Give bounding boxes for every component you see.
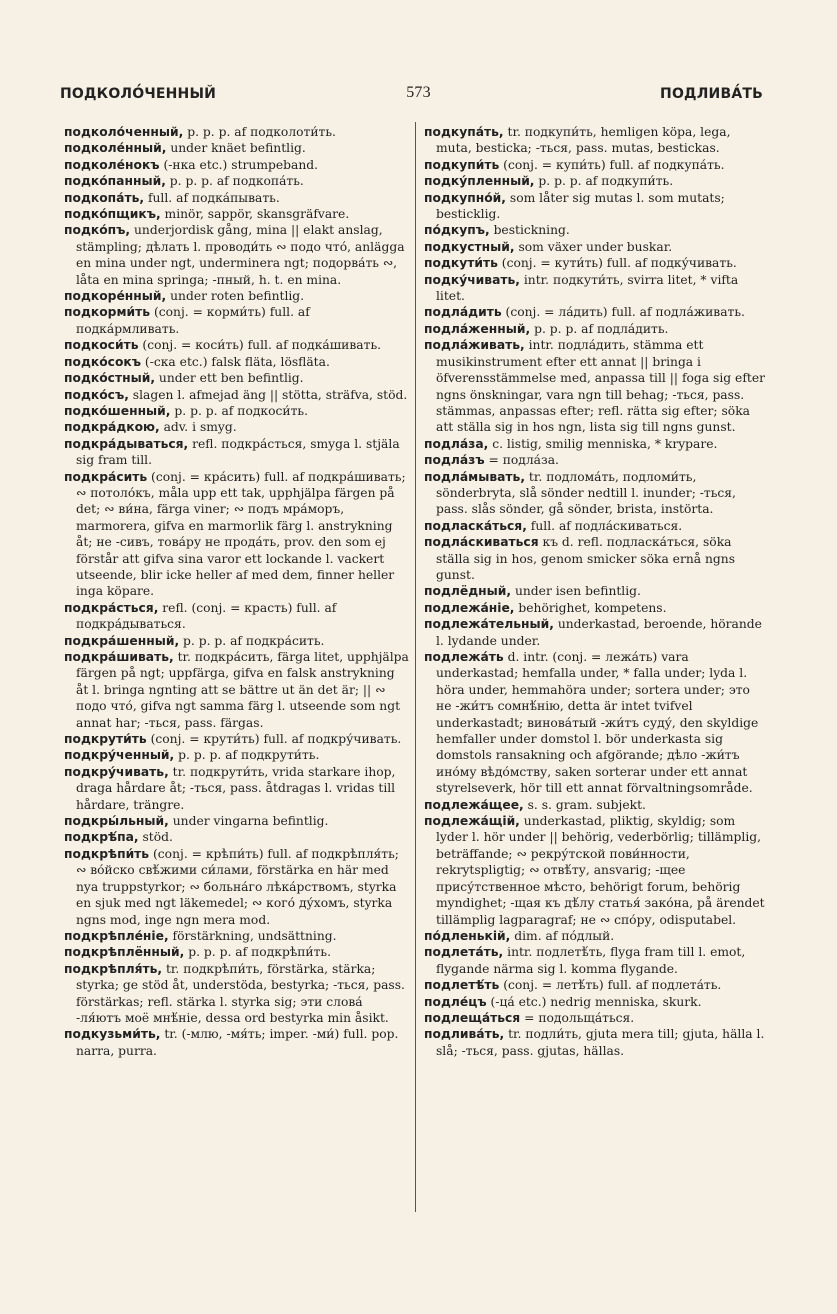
entry-headword: подко́съ, (64, 387, 129, 402)
entry-definition: s. s. gram. subjekt. (523, 797, 646, 812)
entry-definition: c. listig, smilig menniska, * krypare. (488, 436, 718, 451)
entry-headword: подколо́ченный, (64, 125, 184, 139)
entry-definition: intr. подлетѣ́ть, flyga fram till l. emot, flygande närma sig l. komma flygande. (436, 945, 746, 976)
dictionary-entry (64, 403, 409, 419)
entry-definition: (conj. = корми́ть) full. af подка́рмливать. (76, 305, 310, 336)
dictionary-entry (424, 304, 766, 320)
dictionary-entry (424, 469, 766, 518)
entry-headword: подлетѣ́ть (424, 978, 500, 993)
entry-headword: подкупи́ть (424, 157, 500, 172)
entry-definition: bestickning. (489, 223, 570, 238)
entry-definition: behörighet, kompetens. (514, 600, 667, 615)
entry-definition: tr. подкрѣпи́ть, förstärka, stärka; styrka; ge stöd åt, understöda, bestyrka; -ться, pass. förstärkas; refl. stärka l. styrka sig; эти слова́ -ля́ютъ моё мнѣ́ніе, dessa ord bestyrka min åsikt. (76, 961, 405, 1025)
entry-headword: подко́панный, (64, 174, 166, 189)
entry-headword: подла́скиваться (424, 535, 539, 550)
dictionary-entry (64, 288, 409, 304)
dictionary-entry (424, 534, 766, 583)
entry-definition: (conj. = летѣ́ть) full. af подлета́ть. (499, 978, 722, 993)
entry-definition: underkastad, pliktig, skyldig; som lyder l. hör under || behörig, vederbörlig; tillämplig, beträffande; ∾ рекру́тской пови́нности, rekrytspligtig; ∾ отвѣ́ту, ansvarig; -щее прису́тственное мѣсто, behörigt forum, behörig myndighet; -щая къ дѣ́лу статья́ зако́на, på ärendet tillämplig lagparagraf; не ∾ спо́ру, odisputabel. (436, 814, 765, 927)
dictionary-entry (424, 239, 766, 255)
dictionary-entry (64, 961, 409, 1027)
entry-definition: underkastad, beroende, hörande l. lydande under. (436, 617, 762, 648)
entry-definition: = подла́за. (484, 453, 559, 468)
dictionary-entry (64, 747, 409, 763)
dictionary-entry (424, 321, 766, 337)
dictionary-entry (64, 337, 409, 353)
entry-definition: under roten befintlig. (166, 289, 305, 304)
dictionary-entry (64, 190, 409, 206)
dictionary-entry (64, 222, 409, 288)
entry-headword: подкупно́й, (424, 190, 506, 205)
entry-headword: подколе́нокъ (64, 157, 160, 172)
running-head-right: ПОДЛИВА́ТЬ (660, 86, 763, 102)
dictionary-entry (64, 124, 409, 140)
running-head-left: ПОДКОЛО́ЧЕННЫЙ (60, 86, 217, 102)
entry-definition: full. af подка́пывать. (144, 190, 280, 205)
entry-definition: tr. подлома́ть, подломи́ть, sönderbryta, slå sönder nedtill l. inunder; -ться, pass. slås sönder, gå sönder, brista, instörta. (436, 469, 736, 517)
entry-definition: d. intr. (conj. = лежа́ть) vara underkastad; hemfalla under, * falla under; lyda l. höra under, hemmahöra under; sortera under; это не -жи́тъ сомнѣ́нію, detta är intet tvifvel underkastadt; винова́тый -жи́тъ суду́, den skyldige hemfaller under domstol l. bör underkasta sig domstols ransakning och afgörande; дѣло -жи́тъ ино́му вѣдо́мству, saken sorterar under ett annat styrelseverk, hör till ett annat förvaltningsområde. (436, 650, 759, 796)
entry-definition: (conj. = кра́сить) full. af подкра́шивать; ∾ потоло́къ, måla upp ett tak, upphjälpa färgen på det; ∾ ви́на, färga viner; ∾ подъ мра́моръ, marmorera, gifva en marmorlik färg l. anstrykning åt; не -сивъ, това́ру не прода́ть, prov. den som ej förstår att gifva sina varor ett lockande l. vackert utseende, blir icke heller af med dem, finner heller inga köpare. (76, 469, 406, 599)
dictionary-entry (424, 436, 766, 452)
dictionary-entry (424, 518, 766, 534)
entry-headword: подкопа́ть, (64, 190, 145, 205)
dictionary-entry (64, 846, 409, 928)
entry-headword: подкупа́ть, (424, 125, 504, 139)
entry-definition: p. p. p. af подла́дить. (530, 321, 669, 336)
entry-headword: подласка́ться, (424, 518, 527, 533)
entry-headword: подла́дить (424, 305, 502, 320)
entry-headword: подла́живать, (424, 338, 525, 353)
entry-headword: подкрѣ́па, (64, 830, 139, 845)
entry-definition: intr. подла́дить, stämma ett musikinstrument efter ett annat || bringa i öfverensstämmelse med, anpassa till || foga sig efter ngns önskningar, vara ngn till behag; -ться, pass. stämmas, anpassas efter; refl. rätta sig efter; söka att ställa sig in hos ngn, lista sig till ngns gunst. (436, 338, 765, 435)
entry-headword: подко́пщикъ, (64, 207, 161, 222)
entry-definition: p. p. p. af подкрути́ть. (174, 748, 320, 763)
entry-headword: подку́чивать, (424, 272, 520, 287)
dictionary-entry (424, 583, 766, 599)
entry-definition: refl. подкра́сться, smyga l. stjäla sig fram till. (76, 436, 400, 468)
entry-definition: som låter sig mutas l. som mutats; besticklig. (436, 190, 725, 222)
entry-headword: подлёдный, (424, 584, 512, 599)
entry-definition: under ett ben befintlig. (155, 371, 304, 386)
dictionary-entry (424, 190, 766, 223)
right-column (424, 124, 766, 1059)
entry-headword: подла́зъ (424, 453, 485, 468)
entry-definition: (conj. = купи́ть) full. af подкупа́ть. (499, 157, 725, 172)
dictionary-entry (424, 157, 766, 173)
entry-definition: tr. подли́ть, gjuta mera till; gjuta, hälla l. slå; -ться, pass. gjutas, hällas. (436, 1027, 765, 1058)
entry-definition: (conj. = кути́ть) full. af подку́чивать. (497, 256, 737, 271)
entry-headword: подку́пленный, (424, 174, 535, 189)
dictionary-entry (64, 633, 409, 649)
dictionary-entry (64, 387, 409, 403)
entry-headword: подкра́дываться, (64, 436, 189, 451)
entry-headword: подкустный, (424, 239, 515, 254)
entry-headword: подкорми́ть (64, 305, 151, 320)
entry-definition: p. p. p. af подкра́сить. (179, 633, 325, 648)
dictionary-entry (64, 140, 409, 156)
dictionary-entry (424, 928, 766, 944)
entry-definition: p. p. p. af подкопа́ть. (165, 174, 304, 189)
dictionary-entry (64, 173, 409, 189)
entry-definition: (-нка etc.) strumpeband. (159, 157, 319, 172)
dictionary-entry (424, 1026, 766, 1059)
entry-headword: подкрѣпля́ть, (64, 961, 163, 976)
entry-definition: p. p. p. af подкупи́ть. (534, 174, 674, 189)
entry-definition: dim. af по́длый. (510, 928, 615, 943)
entry-headword: подкоре́нный, (64, 289, 167, 304)
entry-headword: подко́стный, (64, 371, 155, 386)
entry-headword: подлива́ть, (424, 1027, 505, 1042)
entry-definition: p. p. p. af подкрѣпи́ть. (184, 945, 332, 960)
entry-definition: under vingarna befintlig. (168, 814, 329, 829)
column-divider (415, 122, 416, 1212)
dictionary-entry (64, 600, 409, 633)
entry-definition: slagen l. afmejad äng || stötta, sträfva, stöd. (128, 387, 408, 402)
dictionary-entry (424, 813, 766, 928)
entry-definition: p. p. p. af подкоси́ть. (170, 403, 309, 418)
entry-headword: подкра́сить (64, 469, 148, 484)
entry-headword: подлеща́ться (424, 1010, 521, 1025)
entry-headword: подкра́шенный, (64, 633, 180, 648)
entry-headword: подлета́ть, (424, 945, 504, 960)
entry-definition: tr. подкрути́ть, vrida starkare ihop, draga hårdare åt; -ться, pass. åtdragas l. vridas till hårdare, trängre. (76, 764, 396, 812)
entry-headword: подкра́шивать, (64, 650, 174, 664)
entry-headword: подкрѣпле́ніе, (64, 928, 169, 943)
entry-headword: подлежа́ть (424, 650, 504, 664)
dictionary-entry (424, 222, 766, 238)
entry-headword: подле́цъ (424, 994, 487, 1009)
dictionary-entry (424, 124, 766, 157)
entry-headword: подкути́ть (424, 256, 498, 271)
entry-headword: подко́сокъ (64, 354, 141, 369)
entry-definition: (-ца́ etc.) nedrig menniska, skurk. (486, 994, 702, 1009)
entry-definition: full. af подла́скиваться. (526, 518, 683, 533)
entry-definition: som växer under buskar. (514, 239, 673, 254)
dictionary-entry (64, 649, 409, 731)
entry-headword: подкру́чивать, (64, 764, 169, 779)
entry-definition: къ d. refl. подласка́ться, söka ställa sig in hos, genom smicker söka ernå ngns gunst. (436, 535, 736, 582)
entry-headword: подко́пъ, (64, 223, 131, 238)
dictionary-entry (64, 1026, 409, 1059)
entry-definition: under knäet befintlig. (166, 141, 306, 156)
dictionary-entry (64, 731, 409, 747)
dictionary-entry (64, 206, 409, 222)
dictionary-entry (64, 157, 409, 173)
entry-definition: tr. подкра́сить, färga litet, upphjälpa färgen på ngt; uppfärga, gifva en falsk anstrykning åt l. bringa ngnting att se bättre ut än det är; || ∾ подо что́, gifva ngt samma färg l. utseende som ngt annat har; -ться, pass. färgas. (76, 650, 409, 730)
page-number: 573 (406, 84, 431, 101)
entry-definition: = подольща́ться. (520, 1010, 635, 1025)
dictionary-entry (424, 1010, 766, 1026)
entry-headword: подла́женный, (424, 321, 531, 336)
dictionary-entry (64, 304, 409, 337)
dictionary-entry (64, 813, 409, 829)
dictionary-entry (424, 600, 766, 616)
entry-definition: (conj. = ла́дить) full. af подла́живать. (501, 305, 745, 320)
dictionary-entry (64, 436, 409, 469)
entry-definition: tr. подкупи́ть, hemligen köpa, lega, muta, besticka; -ться, pass. mutas, bestickas. (436, 125, 731, 156)
entry-headword: подла́мывать, (424, 469, 526, 484)
dictionary-entry (424, 337, 766, 435)
entry-headword: подлежа́щій, (424, 814, 520, 829)
dictionary-entry (64, 419, 409, 435)
entry-headword: подкры́льный, (64, 814, 169, 829)
entry-headword: подкрѣпи́ть (64, 846, 150, 861)
entry-headword: подко́шенный, (64, 403, 171, 418)
entry-definition: (conj. = коси́ть) full. af подка́шивать. (138, 338, 382, 353)
dictionary-entry (64, 764, 409, 813)
entry-definition: intr. подкути́ть, svirra litet, * vifta litet. (436, 272, 739, 304)
entry-headword: подлежа́щее, (424, 797, 524, 812)
dictionary-entry (424, 977, 766, 993)
dictionary-entry (424, 944, 766, 977)
entry-headword: подлежа́тельный, (424, 617, 554, 632)
dictionary-entry (424, 994, 766, 1010)
entry-headword: подкоси́ть (64, 338, 139, 353)
entry-definition: underjordisk gång, mina || elakt anslag, stämpling; дѣлать l. проводи́ть ∾ подо что́, anlägga en mina under ngt, underminera ngt; подорва́ть ∾, låta en mina springa; -пный, h. t. en mina. (76, 223, 405, 287)
dictionary-entry (424, 255, 766, 271)
entry-definition: stöd. (138, 830, 173, 845)
entry-definition: (-ска etc.) falsk fläta, lösfläta. (141, 354, 330, 369)
entry-headword: подкра́сться, (64, 600, 159, 615)
entry-headword: подкру́ченный, (64, 748, 175, 763)
entry-definition: tr. (-млю, -мя́ть; imper. -ми́) full. pop. narra, purra. (76, 1027, 399, 1058)
entry-definition: p. p. p. af подколоти́ть. (183, 125, 336, 139)
dictionary-entry (64, 370, 409, 386)
entry-headword: подкрѣплённый, (64, 945, 185, 960)
dictionary-entry (424, 452, 766, 468)
entry-definition: under isen befintlig. (511, 584, 641, 599)
entry-headword: подкра́дкою, (64, 420, 160, 435)
entry-headword: подлежа́ніе, (424, 600, 515, 615)
entry-definition: adv. i smyg. (159, 420, 237, 435)
entry-headword: подколе́нный, (64, 141, 167, 156)
dictionary-entry (64, 354, 409, 370)
dictionary-entry (424, 272, 766, 305)
dictionary-entry (64, 928, 409, 944)
entry-definition: refl. (conj. = красть) full. af подкра́дываться. (76, 600, 337, 632)
left-column (64, 124, 409, 1059)
entry-definition: (conj. = крѣпи́ть) full. af подкрѣпля́ть; ∾ во́йско свѣ́жими си́лами, förstärka en här med nya truppstyrkor; ∾ больна́го лѣка́рствомъ, styrka en sjuk med ngt läkemedel; ∾ кого́ ду́хомъ, styrka ngns mod, inge ngn mera mod. (76, 846, 399, 927)
entry-definition: minör, sappör, skansgräfvare. (160, 207, 350, 222)
dictionary-entry (64, 469, 409, 600)
entry-headword: подкузьми́ть, (64, 1027, 161, 1042)
entry-definition: förstärkning, undsättning. (168, 928, 337, 943)
entry-headword: подла́за, (424, 436, 489, 451)
dictionary-entry (424, 797, 766, 813)
entry-headword: по́дкупъ, (424, 223, 490, 238)
dictionary-entry (424, 616, 766, 649)
dictionary-entry (64, 944, 409, 960)
entry-headword: подкрути́ть (64, 732, 147, 747)
entry-headword: по́дленькій, (424, 928, 511, 943)
dictionary-entry (424, 649, 766, 797)
entry-definition: (conj. = крути́ть) full. af подкру́чивать. (146, 732, 402, 747)
dictionary-entry (64, 829, 409, 845)
dictionary-entry (424, 173, 766, 189)
